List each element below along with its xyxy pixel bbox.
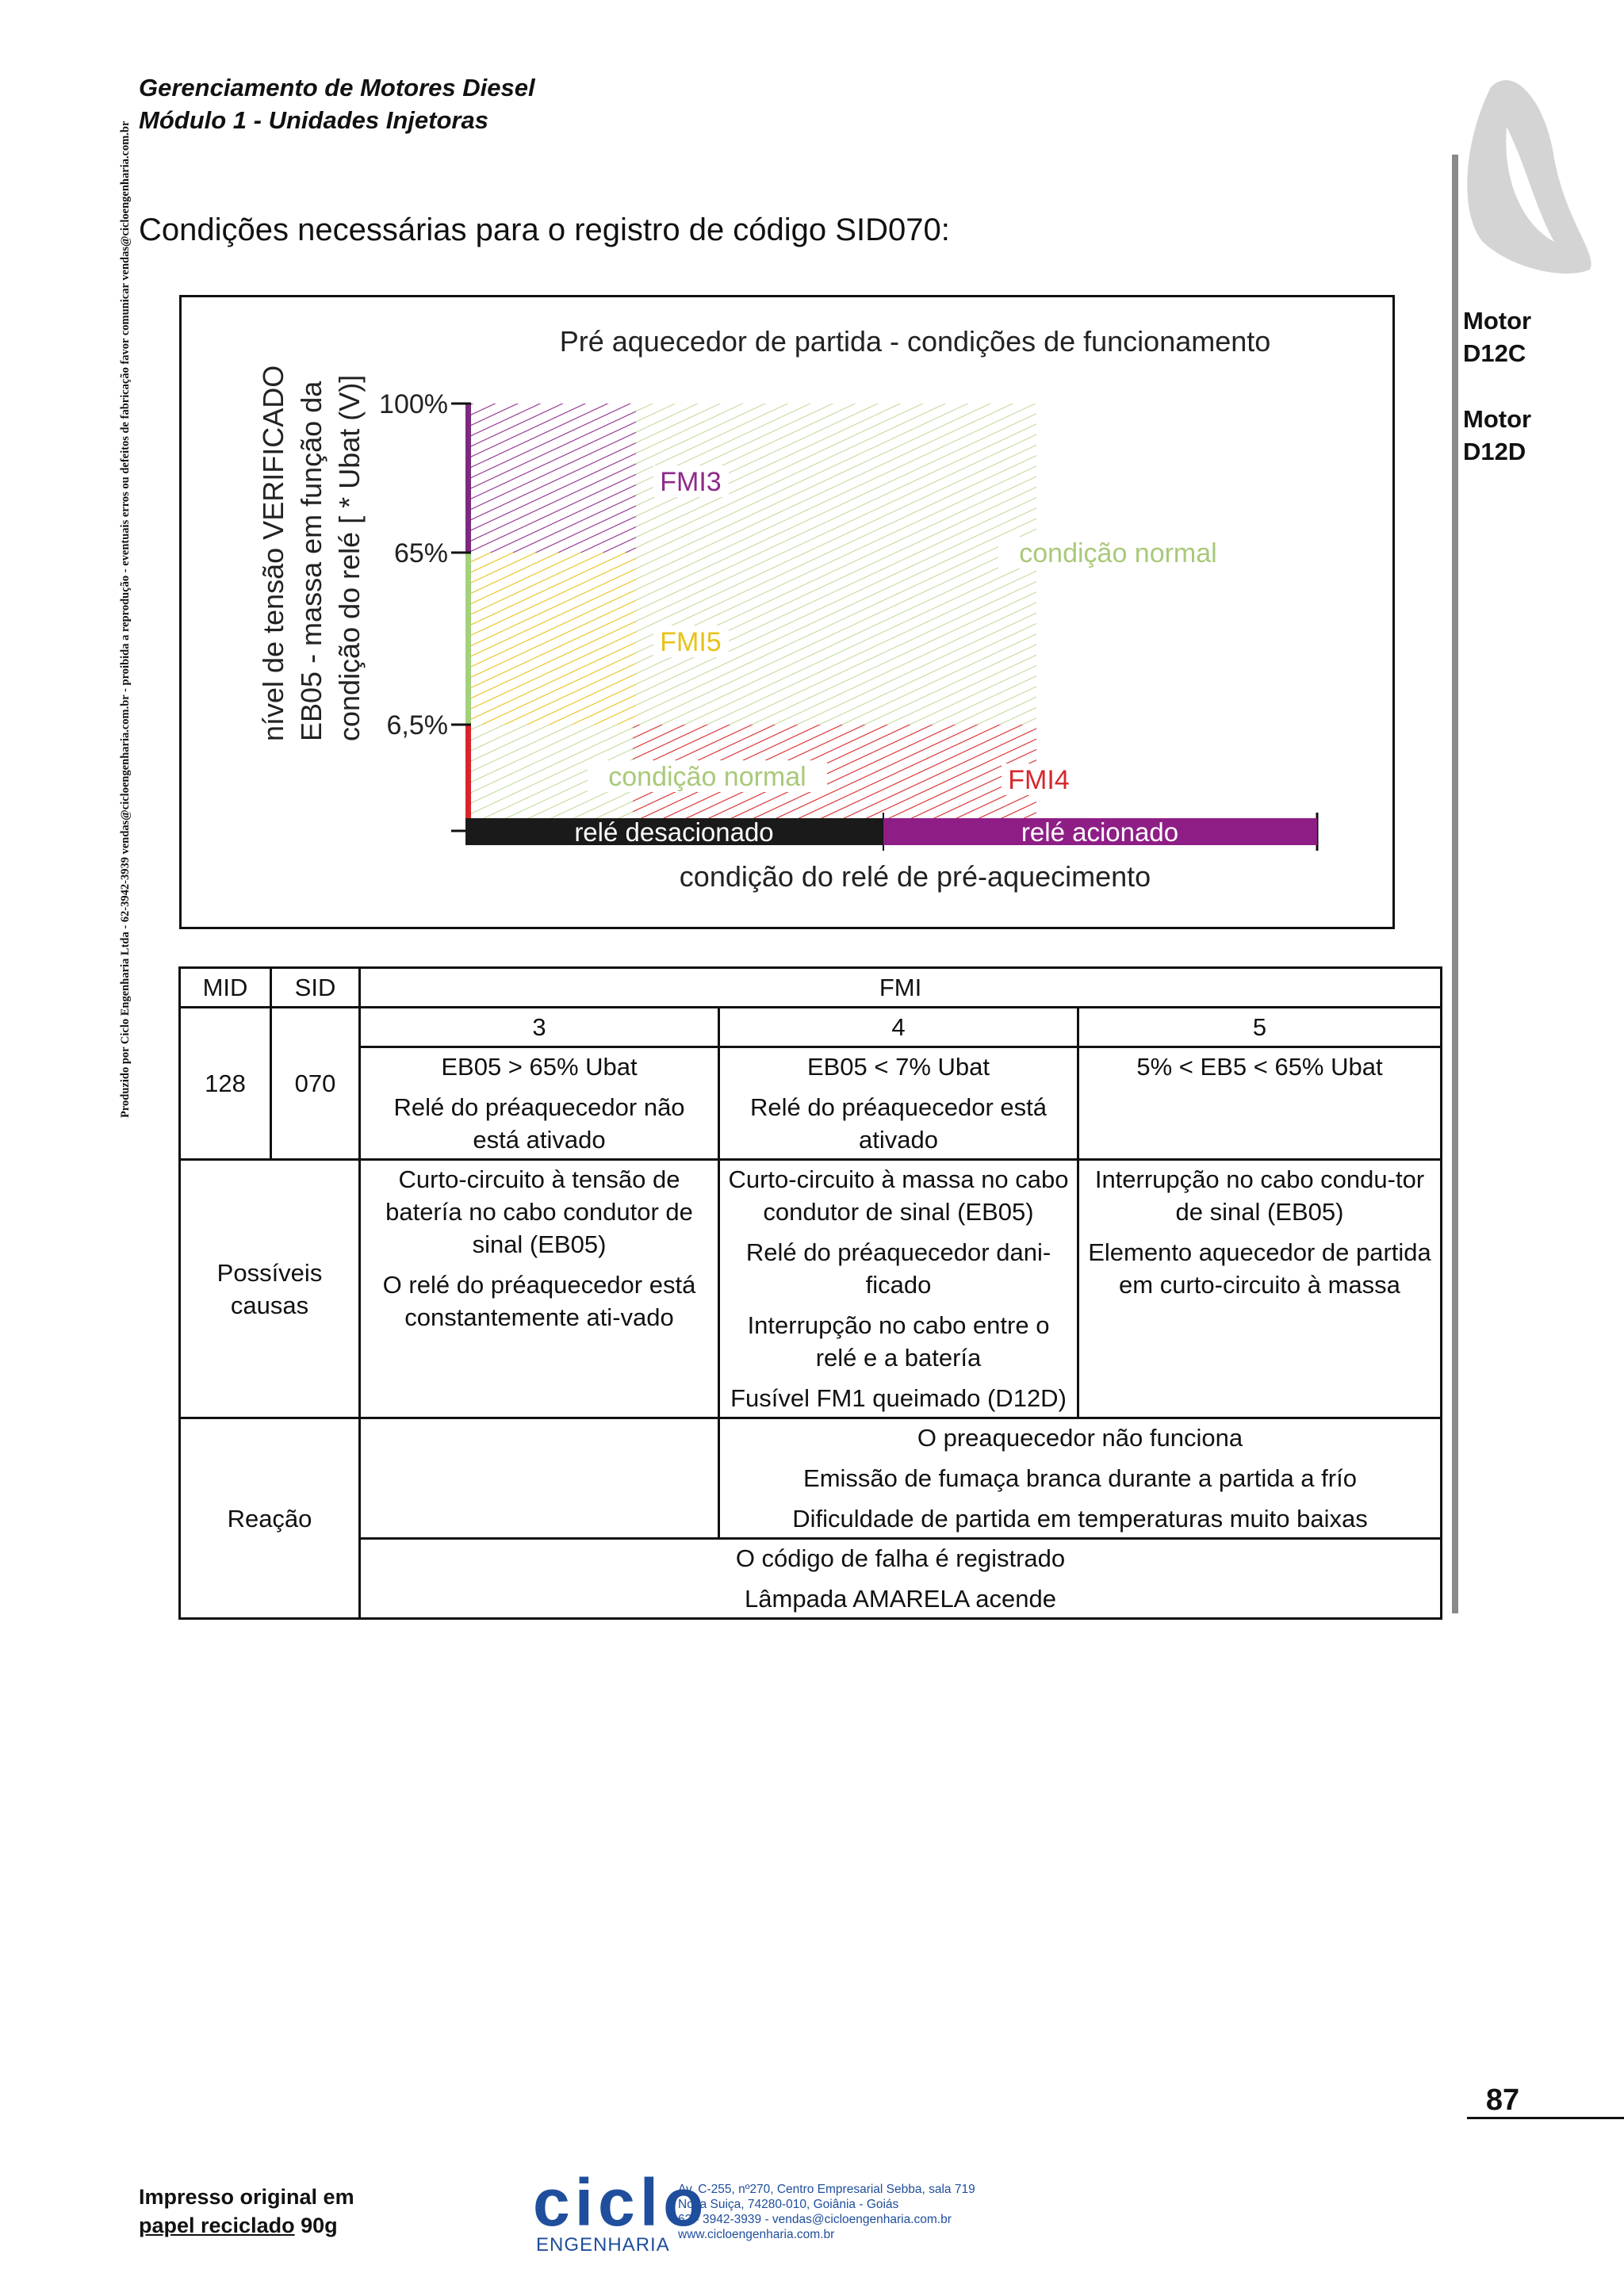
footer-weight-text: 90g: [294, 2214, 338, 2237]
y-tick-label-65: 65%: [393, 538, 448, 568]
cell-reaction-all: [360, 1539, 1442, 1619]
cell-mid-value: 128: [180, 1008, 271, 1160]
cause-text: Fusível FM1 queimado (D12D): [730, 1384, 1067, 1412]
document-header: [139, 71, 535, 136]
header-title: Gerenciamento de Motores Diesel: [139, 74, 535, 101]
cell-condition-3: [360, 1047, 719, 1160]
address-line: www.cicloengenharia.com.br: [678, 2228, 835, 2241]
reaction-text: Dificuldade de partida em temperaturas muito baixas: [792, 1505, 1368, 1533]
address-line: Av. C-255, nº270, Centro Empresarial Sebba, sala 719: [678, 2183, 975, 2196]
x-segment-label-off: relé desacionado: [574, 817, 774, 847]
motor-label-text: Motor: [1463, 307, 1532, 335]
decorative-swirl-logo: [1459, 71, 1602, 277]
cause-text: Elemento aquecedor de partida em curto-circuito à massa: [1088, 1238, 1431, 1299]
condition-text: EB05 < 7% Ubat: [806, 1053, 990, 1081]
y-axis-segment-red: [465, 725, 471, 820]
header-sid: SID: [271, 968, 360, 1008]
table-reaction-all-row: [180, 1539, 1442, 1619]
cause-text: Curto-circuito à tensão de batería no cabo condutor de sinal (EB05): [385, 1165, 693, 1258]
address-line: Nova Suiça, 74280-010, Goiânia - Goiás: [678, 2198, 899, 2211]
company-address: [678, 2182, 975, 2242]
reaction-text: Emissão de fumaça branca durante a partida a frío: [803, 1464, 1357, 1492]
normal-right-label: condição normal: [1019, 538, 1217, 568]
motor-model-text: D12C: [1463, 339, 1526, 367]
fmi5-label: FMI5: [660, 627, 722, 657]
reaction-text: O código de falha é registrado: [735, 1544, 1066, 1572]
cell-sid-value: 070: [271, 1008, 360, 1160]
cell-reaction-label: Reação: [180, 1418, 360, 1619]
cell-fmi-5: 5: [1078, 1008, 1442, 1047]
y-axis-label-line1: nível de tensão VERIFICADO: [257, 365, 289, 741]
cell-fmi-3: 3: [360, 1008, 719, 1047]
x-segment-label-on: relé acionado: [1021, 817, 1179, 847]
footer-print-line2: [139, 2211, 354, 2240]
condition-text: Relé do préaquecedor está ativado: [750, 1093, 1047, 1154]
x-axis-label: condição do relé de pré-aquecimento: [679, 860, 1151, 893]
cell-causes-4: [719, 1160, 1078, 1418]
cause-text: O relé do préaquecedor está constantemente ati-vado: [382, 1271, 696, 1331]
header-fmi: FMI: [360, 968, 1442, 1008]
normal-bottom-label: condição normal: [608, 762, 806, 792]
fmi4-label: FMI4: [1008, 765, 1070, 795]
table-header-row: [180, 968, 1442, 1008]
chart-title: Pré aquecedor de partida - condições de funcionamento: [559, 325, 1271, 358]
motor-label-d12d: [1463, 403, 1531, 468]
company-logo-word: ciclo: [533, 2165, 709, 2240]
cell-condition-4: [719, 1047, 1078, 1160]
company-logo-subtitle: ENGENHARIA: [536, 2234, 670, 2256]
cell-reaction-4-5: [719, 1418, 1442, 1539]
cause-text: Relé do préaquecedor dani-ficado: [745, 1238, 1051, 1299]
fmi5-region: [471, 553, 636, 725]
reaction-text: Lâmpada AMARELA acende: [745, 1585, 1056, 1613]
table-causes-row: [180, 1160, 1442, 1418]
cell-causes-5: [1078, 1160, 1442, 1418]
motor-label-d12c: [1463, 304, 1531, 369]
production-note: Produzido por Ciclo Engenharia Ltda - 62-3942-3939 vendas@cicloengenharia.com.br - proibida a reprodução - eventuais erros ou defeitos de fabricação favor comunicar vendas@cicloengenharia.com.br: [119, 121, 132, 1118]
side-divider: [1452, 155, 1458, 1613]
cause-text: Curto-circuito à massa no cabo condutor de sinal (EB05): [728, 1165, 1069, 1226]
footer-print-note: [139, 2183, 354, 2240]
y-axis-segment-green: [465, 553, 471, 725]
table-fmi-row: [180, 1008, 1442, 1047]
y-tick-label-6-5: 6,5%: [386, 710, 448, 740]
y-axis-label: [257, 365, 366, 741]
table-condition-row: [180, 1047, 1442, 1160]
footer-print-line1: Impresso original em: [139, 2185, 354, 2209]
page-number: 87: [1485, 2084, 1520, 2117]
cell-causes-3: [360, 1160, 719, 1418]
condition-text: Relé do préaquecedor não está ativado: [393, 1093, 685, 1154]
section-title: Condições necessárias para o registro de código SID070:: [139, 212, 950, 247]
condition-diagram: [179, 295, 1395, 929]
header-mid: MID: [180, 968, 271, 1008]
y-tick-label-100: 100%: [379, 389, 448, 419]
cause-text: Interrupção no cabo condu-tor de sinal (EB05): [1094, 1165, 1425, 1226]
cell-reaction-3: [360, 1418, 719, 1539]
motor-label-text: Motor: [1463, 405, 1532, 433]
reaction-text: O preaquecedor não funciona: [917, 1424, 1243, 1452]
page-number-rule: [1467, 2117, 1624, 2119]
address-line: 62 - 3942-3939 - vendas@cicloengenharia.com.br: [678, 2213, 952, 2226]
cell-causes-label: Possíveis causas: [180, 1160, 360, 1418]
condition-text: 5% < EB5 < 65% Ubat: [1136, 1053, 1383, 1081]
y-axis-label-line3: condição do relé [ * Ubat (V)]: [333, 374, 366, 741]
cause-text: Interrupção no cabo entre o relé e a batería: [747, 1311, 1050, 1372]
motor-model-text: D12D: [1463, 438, 1526, 465]
footer-recycled-text: papel reciclado: [139, 2214, 295, 2237]
header-subtitle: Módulo 1 - Unidades Injetoras: [139, 106, 488, 134]
y-axis-segment-purple: [465, 404, 471, 553]
cell-condition-5: [1078, 1047, 1442, 1160]
condition-diagram-svg: [182, 297, 1392, 927]
condition-text: EB05 > 65% Ubat: [441, 1053, 638, 1081]
fmi3-region: [471, 404, 636, 553]
y-axis-label-line2: EB05 - massa em função da: [295, 381, 327, 741]
sid070-table: [178, 966, 1442, 1620]
fmi3-label: FMI3: [660, 467, 722, 497]
normal-region-right: [636, 404, 1036, 725]
table-reaction-row: [180, 1418, 1442, 1539]
cell-fmi-4: 4: [719, 1008, 1078, 1047]
